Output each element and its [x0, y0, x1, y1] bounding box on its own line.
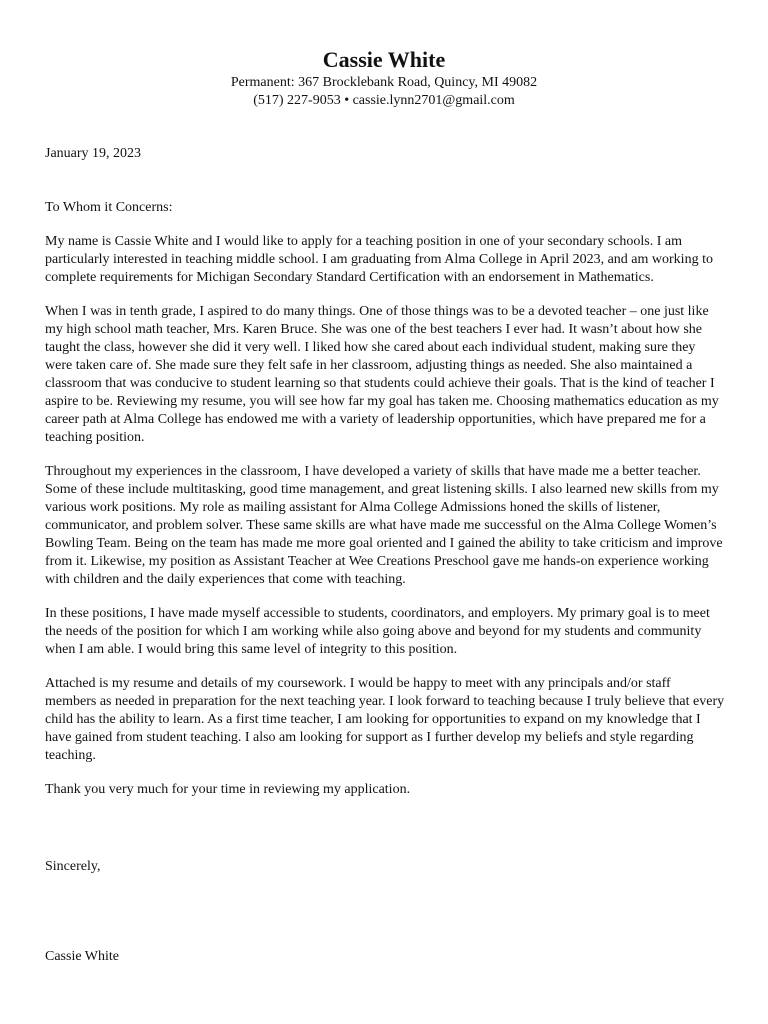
paragraph: My name is Cassie White and I would like to apply for a teaching position in one of your secondary schools. I am particularly interested in teaching middle school. I am graduating from Alma College in April 2023, and am working to complete requirements for Michigan Secondary Standard Certification with an endorsement in Mathematics.: [45, 234, 713, 285]
contact-line: (517) 227-9053 • cassie.lynn2701@gmail.com: [253, 93, 515, 108]
letter-date: January 19, 2023: [45, 146, 142, 161]
paragraph: When I was in tenth grade, I aspired to do many things. One of those things was to be a devoted teacher – one just like my high school math teacher, Mrs. Karen Bruce. She was one of the best teachers I ever had. It wasn’t about how she taught the class, however she did it very well. I liked how she cared about each individual student, making sure they were taken care of. She made sure they felt safe in her classroom, adjusting things as needed. She also maintained a classroom that was conducive to student learning so that students could achieve their goals. That is the kind of teacher I aspire to be. Reviewing my resume, you will see how far my goal has taken me. Choosing mathematics education as my career path at Alma College has endowed me with a variety of leadership opportunities, which have prepared me for a teaching position.: [45, 304, 719, 445]
paragraph: In these positions, I have made myself accessible to students, coordinators, and employers. My primary goal is to meet the needs of the position for which I am working while also going above and beyond for my students and community when I am able. I would bring this same level of integrity to this position.: [45, 606, 710, 657]
signature-name: Cassie White: [45, 949, 120, 964]
salutation: To Whom it Concerns:: [45, 200, 173, 215]
applicant-name: Cassie White: [322, 47, 446, 72]
letterhead: [0, 46, 768, 110]
closing: Sincerely,: [45, 859, 101, 874]
paragraph: Attached is my resume and details of my coursework. I would be happy to meet with any principals and/or staff members as needed in preparation for the next teaching year. I look forward to teaching because I truly believe that every child has the ability to learn. As a first time teacher, I am looking for opportunities to expand on my knowledge that I have gained from student teaching. I also am looking for support as I further develop my beliefs and style regarding teaching.: [45, 676, 725, 763]
letter-body: [45, 233, 725, 815]
address-line: Permanent: 367 Brocklebank Road, Quincy, MI 49082: [230, 75, 538, 90]
paragraph: Thank you very much for your time in reviewing my application.: [45, 782, 411, 797]
paragraph: Throughout my experiences in the classroom, I have developed a variety of skills that have made me a better teacher. Some of these include multitasking, good time management, and great listening skills. I also learned new skills from my various work positions. My role as mailing assistant for Alma College Admissions honed the skills of listener, communicator, and problem solver. These same skills are what have made me successful on the Alma College Women’s Bowling Team. Being on the team has made me more goal oriented and I gained the ability to take criticism and improve from it. Likewise, my position as Assistant Teacher at Wee Creations Preschool gave me hands-on experience working with children and the daily experiences that come with teaching.: [45, 464, 723, 587]
